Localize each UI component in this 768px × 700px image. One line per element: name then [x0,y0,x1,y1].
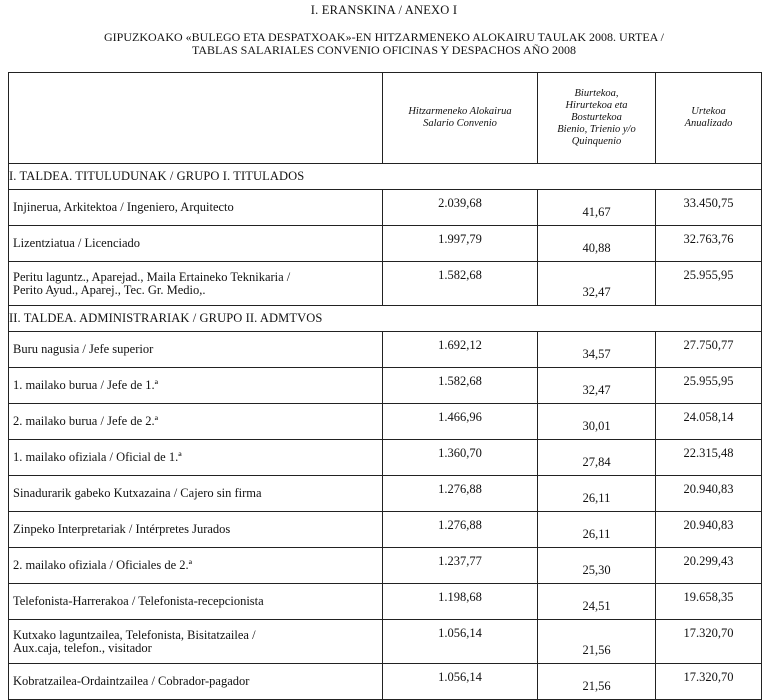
salary-cell: 2.039,68 [383,190,538,226]
header-seniority-line: Quinquenio [571,136,622,147]
table-row [9,368,762,404]
table-row [9,476,762,512]
category-cell [9,226,383,262]
header-seniority-line: Hirurtekoa eta [565,100,628,111]
category-cell [9,476,383,512]
seniority-cell: 26,11 [538,476,656,512]
category-label: Lizentziatua / Licenciado [13,236,141,250]
seniority-cell: 32,47 [538,262,656,306]
table-row [9,262,762,306]
category-cell [9,664,383,700]
category-label: Peritu laguntz., Aparejad., Maila Ertaineko Teknikaria / [13,269,291,284]
annual-cell: 33.450,75 [656,190,762,226]
annual-cell: 17.320,70 [656,664,762,700]
category-label: 2. mailako burua / Jefe de 2.ª [13,414,159,428]
seniority-cell: 21,56 [538,664,656,700]
salary-cell: 1.276,88 [383,512,538,548]
table-row [9,440,762,476]
document-title-line-1: GIPUZKOAKO «BULEGO ETA DESPATXOAK»-EN HITZARMENEKO ALOKAIRU TAULAK 2008. URTEA / [103,30,664,44]
category-label-continued: Perito Ayud., Aparej., Tec. Gr. Medio,. [13,282,206,297]
seniority-cell: 41,67 [538,190,656,226]
category-label: Kobratzailea-Ordaintzailea / Cobrador-pagador [13,674,250,688]
seniority-cell: 40,88 [538,226,656,262]
header-seniority [538,73,656,164]
category-cell [9,190,383,226]
header-annual-spanish: Anualizado [684,118,733,129]
table-row [9,332,762,368]
category-cell [9,584,383,620]
annual-cell: 17.320,70 [656,620,762,664]
category-label: Buru nagusia / Jefe superior [13,342,154,356]
category-cell [9,404,383,440]
category-cell [9,368,383,404]
category-label: 1. mailako ofiziala / Oficial de 1.ª [13,450,182,464]
category-label-continued: Aux.caja, telefon., visitador [13,640,152,655]
table-row [9,226,762,262]
table-row [9,512,762,548]
header-salary-basque: Hitzarmeneko Alokairua [408,106,512,117]
table-row [9,190,762,226]
seniority-cell: 25,30 [538,548,656,584]
category-label: Telefonista-Harrerakoa / Telefonista-recepcionista [13,594,264,608]
salary-cell: 1.692,12 [383,332,538,368]
salary-cell: 1.582,68 [383,262,538,306]
salary-table [8,72,762,700]
category-label: 2. mailako ofiziala / Oficiales de 2.ª [13,558,193,572]
category-cell [9,620,383,664]
category-cell [9,512,383,548]
group-title: II. TALDEA. ADMINISTRARIAK / GRUPO II. ADMTVOS [9,306,762,332]
salary-cell: 1.056,14 [383,620,538,664]
header-seniority-line: Bienio, Trienio y/o [557,124,636,135]
seniority-cell: 32,47 [538,368,656,404]
salary-cell: 1.056,14 [383,664,538,700]
seniority-cell: 30,01 [538,404,656,440]
category-cell [9,440,383,476]
table-row [9,620,762,664]
salary-cell: 1.582,68 [383,368,538,404]
category-label: Kutxako laguntzailea, Telefonista, Bisitatzailea / [13,627,256,642]
seniority-cell: 34,57 [538,332,656,368]
annual-cell: 20.940,83 [656,476,762,512]
table-row [9,664,762,700]
annual-cell: 27.750,77 [656,332,762,368]
annual-cell: 32.763,76 [656,226,762,262]
header-seniority-line: Bosturtekoa [571,112,622,123]
header-category [9,73,383,164]
group-header-row [9,164,762,190]
seniority-cell: 21,56 [538,620,656,664]
annual-cell: 24.058,14 [656,404,762,440]
header-salary-spanish: Salario Convenio [423,118,497,129]
salary-cell: 1.360,70 [383,440,538,476]
annual-cell: 20.299,43 [656,548,762,584]
salary-cell: 1.237,77 [383,548,538,584]
category-label: Injinerua, Arkitektoa / Ingeniero, Arquitecto [13,200,234,214]
salary-cell: 1.997,79 [383,226,538,262]
category-label: Zinpeko Interpretariak / Intérpretes Jurados [13,522,231,536]
category-label: 1. mailako burua / Jefe de 1.ª [13,378,159,392]
table-body [9,164,762,700]
category-cell [9,548,383,584]
salary-cell: 1.198,68 [383,584,538,620]
document-title-line-2: TABLAS SALARIALES CONVENIO OFICINAS Y DESPACHOS AÑO 2008 [191,43,577,57]
annual-cell: 25.955,95 [656,262,762,306]
table-row [9,548,762,584]
group-header-row [9,306,762,332]
header-salary [383,73,538,164]
annual-cell: 25.955,95 [656,368,762,404]
annual-cell: 19.658,35 [656,584,762,620]
table-row [9,584,762,620]
header-annual [656,73,762,164]
salary-cell: 1.466,96 [383,404,538,440]
annual-cell: 22.315,48 [656,440,762,476]
annual-cell: 20.940,83 [656,512,762,548]
header-annual-basque: Urtekoa [691,106,726,117]
table-row [9,404,762,440]
header-seniority-line: Biurtekoa, [574,88,619,99]
group-title: I. TALDEA. TITULUDUNAK / GRUPO I. TITULADOS [9,164,762,190]
seniority-cell: 24,51 [538,584,656,620]
category-label: Sinadurarik gabeko Kutxazaina / Cajero sin firma [13,486,262,500]
annex-title: I. ERANSKINA / ANEXO I [310,3,458,17]
table-header-row [9,73,762,164]
category-cell [9,332,383,368]
seniority-cell: 27,84 [538,440,656,476]
seniority-cell: 26,11 [538,512,656,548]
document-title [0,31,768,57]
category-cell [9,262,383,306]
salary-cell: 1.276,88 [383,476,538,512]
